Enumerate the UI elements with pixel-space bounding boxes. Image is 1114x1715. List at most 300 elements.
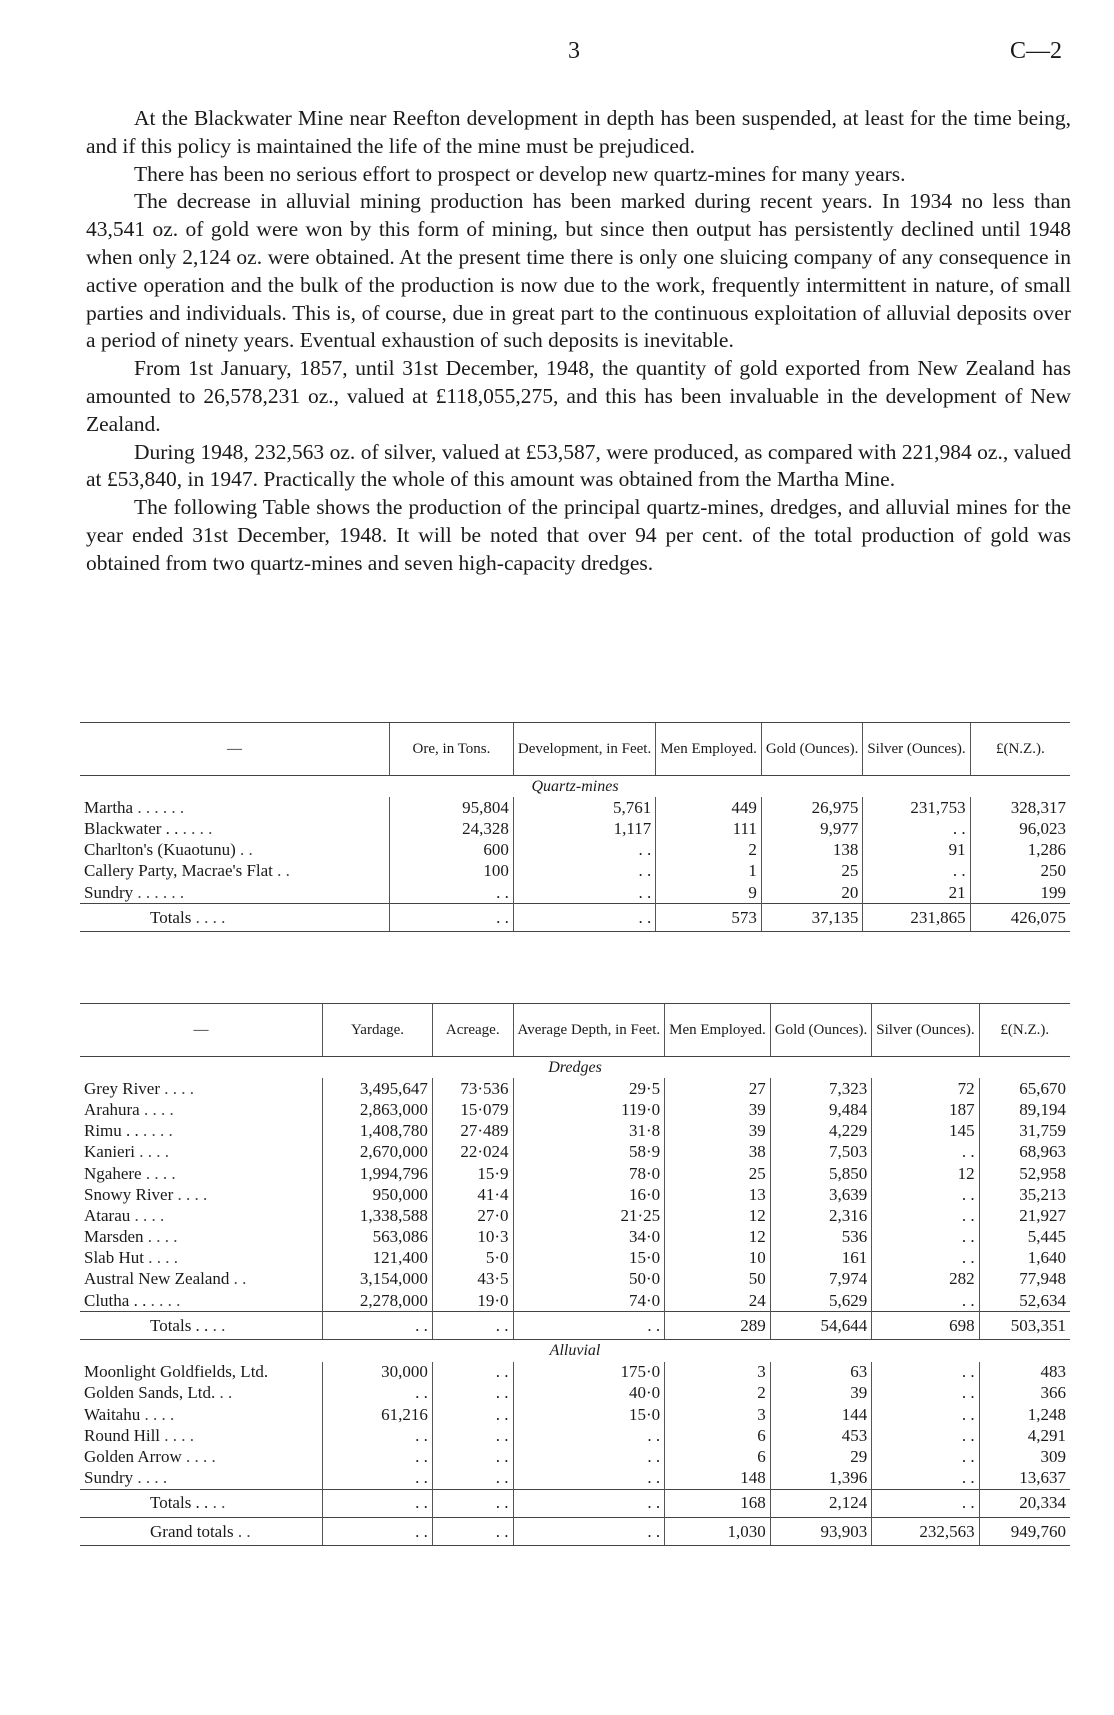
yardage-cell: 30,000 bbox=[323, 1362, 433, 1383]
row-name-cell bbox=[80, 1489, 323, 1517]
acreage-cell: 10·3 bbox=[432, 1227, 513, 1248]
column-header: Men Employed. bbox=[665, 1004, 771, 1057]
yardage-cell: . . bbox=[323, 1383, 433, 1404]
row-name: Kanieri bbox=[84, 1142, 135, 1162]
document-reference: C—2 bbox=[1010, 38, 1063, 64]
row-name-cell bbox=[80, 1227, 323, 1248]
gold-cell: 5,629 bbox=[770, 1290, 871, 1312]
acreage-cell: 27·0 bbox=[432, 1205, 513, 1226]
yardage-cell: 1,338,588 bbox=[323, 1205, 433, 1226]
nz-cell: 426,075 bbox=[970, 904, 1070, 932]
silver-cell: . . bbox=[872, 1383, 979, 1404]
gold-cell: 7,503 bbox=[770, 1142, 871, 1163]
nz-cell: 5,445 bbox=[979, 1227, 1070, 1248]
section-label: Alluvial bbox=[549, 1342, 601, 1360]
men-cell: 3 bbox=[665, 1404, 771, 1425]
section-label-row bbox=[80, 1057, 1070, 1079]
row-name: Ngahere bbox=[84, 1163, 142, 1183]
yardage-cell: . . bbox=[323, 1312, 433, 1340]
table-row bbox=[80, 861, 1070, 882]
section-label: Dredges bbox=[548, 1058, 602, 1076]
depth-cell: 15·0 bbox=[513, 1404, 665, 1425]
leader-dots: . . . . bbox=[164, 1078, 195, 1098]
table-row bbox=[80, 1121, 1070, 1142]
table-row bbox=[80, 1163, 1070, 1184]
depth-cell: 29·5 bbox=[513, 1078, 665, 1099]
quartz-mines-table bbox=[80, 722, 1070, 932]
silver-cell: . . bbox=[863, 861, 970, 882]
column-header: Yardage. bbox=[323, 1004, 433, 1057]
gold-cell: 25 bbox=[761, 861, 862, 882]
row-name: Arahura bbox=[84, 1099, 140, 1119]
row-name: Golden Sands, Ltd. bbox=[84, 1383, 216, 1403]
men-cell: 12 bbox=[665, 1227, 771, 1248]
yardage-cell: 2,670,000 bbox=[323, 1142, 433, 1163]
row-name-cell bbox=[80, 1362, 323, 1383]
row-name-cell bbox=[80, 1121, 323, 1142]
ore-cell: 100 bbox=[390, 861, 514, 882]
depth-cell: 21·25 bbox=[513, 1205, 665, 1226]
silver-cell: . . bbox=[863, 818, 970, 839]
table-row bbox=[80, 1362, 1070, 1383]
leader-dots: . . . . bbox=[150, 1290, 181, 1310]
yardage-cell: . . bbox=[323, 1468, 433, 1490]
table-row bbox=[80, 1446, 1070, 1467]
yardage-cell: 1,408,780 bbox=[323, 1121, 433, 1142]
leader-dots: . . . . bbox=[139, 1142, 169, 1162]
gold-cell: 93,903 bbox=[770, 1517, 871, 1545]
leader-dots: . . . . bbox=[185, 1446, 216, 1466]
men-cell: 3 bbox=[665, 1362, 771, 1383]
silver-cell: . . bbox=[872, 1142, 979, 1163]
leader-dots: . . . . bbox=[177, 1184, 208, 1204]
yardage-cell: . . bbox=[323, 1489, 433, 1517]
row-name-cell bbox=[80, 861, 390, 882]
row-name-cell bbox=[80, 882, 390, 904]
row-name-cell bbox=[80, 1425, 323, 1446]
yardage-cell: 563,086 bbox=[323, 1227, 433, 1248]
column-header: Ore, in Tons. bbox=[390, 723, 514, 776]
yardage-cell: . . bbox=[323, 1446, 433, 1467]
men-cell: 111 bbox=[656, 818, 762, 839]
gold-cell: 5,850 bbox=[770, 1163, 871, 1184]
section-label-row bbox=[80, 776, 1070, 798]
table-row bbox=[80, 797, 1070, 818]
men-cell: 24 bbox=[665, 1290, 771, 1312]
depth-cell: 74·0 bbox=[513, 1290, 665, 1312]
row-name: Marsden bbox=[84, 1227, 144, 1247]
nz-cell: 949,760 bbox=[979, 1517, 1070, 1545]
gold-cell: 54,644 bbox=[770, 1312, 871, 1340]
depth-cell: 50·0 bbox=[513, 1269, 665, 1290]
leader-dots: . . . . bbox=[137, 1468, 168, 1488]
men-cell: 13 bbox=[665, 1184, 771, 1205]
table-row bbox=[80, 1205, 1070, 1226]
leader-dots: . . bbox=[212, 1315, 226, 1335]
row-name-cell bbox=[80, 1290, 323, 1312]
leader-dots: . . . . bbox=[164, 1425, 195, 1445]
gold-cell: 29 bbox=[770, 1446, 871, 1467]
leader-dots: . . . . bbox=[182, 818, 213, 838]
acreage-cell: . . bbox=[432, 1362, 513, 1383]
row-name: Clutha . . bbox=[84, 1290, 147, 1310]
gold-cell: 138 bbox=[761, 840, 862, 861]
table-row bbox=[80, 840, 1070, 861]
yardage-cell: 121,400 bbox=[323, 1248, 433, 1269]
table-row bbox=[80, 818, 1070, 839]
gold-cell: 26,975 bbox=[761, 797, 862, 818]
row-name: Sundry bbox=[84, 1468, 134, 1488]
nz-cell: 65,670 bbox=[979, 1078, 1070, 1099]
row-name: Totals bbox=[150, 907, 192, 927]
row-name: Callery Party, Macrae's Flat bbox=[84, 861, 273, 881]
men-cell: 25 bbox=[665, 1163, 771, 1184]
acreage-cell: 15·079 bbox=[432, 1099, 513, 1120]
depth-cell: . . bbox=[513, 1468, 665, 1490]
table-row bbox=[80, 1383, 1070, 1404]
men-cell: 6 bbox=[665, 1446, 771, 1467]
nz-cell: 35,213 bbox=[979, 1184, 1070, 1205]
acreage-cell: 15·9 bbox=[432, 1163, 513, 1184]
leader-dots: . . bbox=[212, 1493, 226, 1513]
row-name: Round Hill bbox=[84, 1425, 161, 1445]
nz-cell: 52,958 bbox=[979, 1163, 1070, 1184]
table-row bbox=[80, 1425, 1070, 1446]
gold-cell: 7,323 bbox=[770, 1078, 871, 1099]
acreage-cell: . . bbox=[432, 1446, 513, 1467]
table-row bbox=[80, 1269, 1070, 1290]
leader-dots: . . . . bbox=[134, 1205, 165, 1225]
row-name-cell bbox=[80, 1163, 323, 1184]
paragraph: From 1st January, 1857, until 31st December, 1948, the quantity of gold exported from New Zealand has amounted to 26,578,231 oz., valued at £118,055,275, and this has been invaluable in the development of New Zealand. bbox=[86, 356, 1071, 436]
gold-cell: 144 bbox=[770, 1404, 871, 1425]
acreage-cell: 27·489 bbox=[432, 1121, 513, 1142]
row-name-cell bbox=[80, 1517, 323, 1545]
men-cell: 9 bbox=[656, 882, 762, 904]
gold-cell: 20 bbox=[761, 882, 862, 904]
silver-cell: . . bbox=[872, 1248, 979, 1269]
paragraph: There has been no serious effort to prospect or develop new quartz-mines for many years. bbox=[134, 161, 906, 186]
row-name: Martha bbox=[84, 797, 134, 817]
gold-cell: 63 bbox=[770, 1362, 871, 1383]
depth-cell: . . bbox=[513, 1312, 665, 1340]
gold-cell: 2,124 bbox=[770, 1489, 871, 1517]
leader-dots: . . . . bbox=[147, 1227, 178, 1247]
yardage-cell: 1,994,796 bbox=[323, 1163, 433, 1184]
nz-cell: 199 bbox=[970, 882, 1070, 904]
nz-cell: 250 bbox=[970, 861, 1070, 882]
column-header: Silver (Ounces). bbox=[863, 723, 970, 776]
yardage-cell: . . bbox=[323, 1517, 433, 1545]
gold-cell: 536 bbox=[770, 1227, 871, 1248]
depth-cell: . . bbox=[513, 1489, 665, 1517]
row-name: Snowy River bbox=[84, 1184, 174, 1204]
ore-cell: . . bbox=[390, 882, 514, 904]
acreage-cell: 43·5 bbox=[432, 1269, 513, 1290]
ore-cell: 600 bbox=[390, 840, 514, 861]
men-cell: 148 bbox=[665, 1468, 771, 1490]
leader-dots: . . . . bbox=[195, 907, 226, 927]
ore-cell: . . bbox=[390, 904, 514, 932]
silver-cell: . . bbox=[872, 1227, 979, 1248]
leader-dots: . . bbox=[233, 1269, 247, 1289]
acreage-cell: . . bbox=[432, 1489, 513, 1517]
silver-cell: 282 bbox=[872, 1269, 979, 1290]
silver-cell: 231,865 bbox=[863, 904, 970, 932]
body-text bbox=[86, 105, 1071, 578]
yardage-cell: 950,000 bbox=[323, 1184, 433, 1205]
gold-cell: 9,977 bbox=[761, 818, 862, 839]
gold-cell: 3,639 bbox=[770, 1184, 871, 1205]
row-name-cell bbox=[80, 818, 390, 839]
row-name: Golden Arrow bbox=[84, 1446, 182, 1466]
column-header: Development, in Feet. bbox=[513, 723, 655, 776]
row-name-cell bbox=[80, 904, 390, 932]
nz-cell: 68,963 bbox=[979, 1142, 1070, 1163]
acreage-cell: 22·024 bbox=[432, 1142, 513, 1163]
nz-cell: 1,640 bbox=[979, 1248, 1070, 1269]
row-name: Atarau bbox=[84, 1205, 131, 1225]
leader-dots: . . . . . . bbox=[137, 797, 185, 817]
table-row bbox=[80, 1099, 1070, 1120]
column-header: Men Employed. bbox=[656, 723, 762, 776]
paragraph: At the Blackwater Mine near Reefton development in depth has been suspended, at least for the time being, and if this policy is maintained the life of the mine must be prejudiced. bbox=[86, 106, 1071, 158]
depth-cell: 34·0 bbox=[513, 1227, 665, 1248]
table-header-row bbox=[80, 1004, 1070, 1057]
row-name: Totals . . bbox=[150, 1315, 209, 1335]
nz-cell: 366 bbox=[979, 1383, 1070, 1404]
paragraph: During 1948, 232,563 oz. of silver, valued at £53,587, were produced, as compared with 221,984 oz., valued at £53,840, in 1947. Practically the whole of this amount was obtained from the Martha Mine. bbox=[86, 439, 1071, 492]
column-header: £(N.Z.). bbox=[979, 1004, 1070, 1057]
gold-cell: 39 bbox=[770, 1383, 871, 1404]
leader-dots: . . . . bbox=[143, 1121, 173, 1141]
silver-cell: . . bbox=[872, 1425, 979, 1446]
row-name: Moonlight Goldfields, Ltd. bbox=[84, 1362, 269, 1382]
men-cell: 50 bbox=[665, 1269, 771, 1290]
nz-cell: 77,948 bbox=[979, 1269, 1070, 1290]
table-row bbox=[80, 1290, 1070, 1312]
acreage-cell: . . bbox=[432, 1383, 513, 1404]
yardage-cell: 61,216 bbox=[323, 1404, 433, 1425]
row-name-cell bbox=[80, 797, 390, 818]
row-name-cell bbox=[80, 1248, 323, 1269]
yardage-cell: . . bbox=[323, 1425, 433, 1446]
table-row bbox=[80, 1248, 1070, 1269]
silver-cell: 232,563 bbox=[872, 1517, 979, 1545]
nz-cell: 31,759 bbox=[979, 1121, 1070, 1142]
nz-cell: 89,194 bbox=[979, 1099, 1070, 1120]
silver-cell: . . bbox=[872, 1404, 979, 1425]
leader-dots: . . bbox=[277, 861, 290, 881]
dredges-alluvial-table bbox=[80, 1003, 1070, 1546]
totals-row bbox=[80, 904, 1070, 932]
yardage-cell: 2,863,000 bbox=[323, 1099, 433, 1120]
men-cell: 1 bbox=[656, 861, 762, 882]
row-name: Blackwater . . bbox=[84, 818, 179, 838]
leader-dots: . . bbox=[237, 1521, 251, 1541]
silver-cell: . . bbox=[872, 1362, 979, 1383]
column-header: Average Depth, in Feet. bbox=[513, 1004, 665, 1057]
row-name: Rimu . . bbox=[84, 1121, 139, 1141]
men-cell: 39 bbox=[665, 1099, 771, 1120]
silver-cell: 21 bbox=[863, 882, 970, 904]
gold-cell: 2,316 bbox=[770, 1205, 871, 1226]
paragraph: The decrease in alluvial mining production has been marked during recent years. In 1934 no less than 43,541 oz. of gold were won by this form of mining, but since then output has persistently declined until 1948 when only 2,124 oz. were obtained. At the present time there is only one sluicing company of any consequence in active operation and the bulk of the production is now due to the work, frequently intermittent in nature, of small parties and individuals. This is, of course, due in great part to the continuous exploitation of alluvial deposits over a period of ninety years. Eventual exhaustion of such deposits is inevitable. bbox=[86, 189, 1071, 353]
row-name-cell bbox=[80, 840, 390, 861]
acreage-cell: 5·0 bbox=[432, 1248, 513, 1269]
leader-dots: . . . . bbox=[145, 1163, 176, 1183]
gold-cell: 453 bbox=[770, 1425, 871, 1446]
table-row bbox=[80, 1404, 1070, 1425]
leader-dots: . . . . bbox=[144, 1404, 175, 1424]
dev-cell: 5,761 bbox=[513, 797, 655, 818]
totals-row bbox=[80, 1489, 1070, 1517]
silver-cell: . . bbox=[872, 1184, 979, 1205]
silver-cell: 698 bbox=[872, 1312, 979, 1340]
dev-cell: . . bbox=[513, 904, 655, 932]
section-label-row bbox=[80, 1340, 1070, 1362]
silver-cell: . . bbox=[872, 1468, 979, 1490]
yardage-cell: 3,495,647 bbox=[323, 1078, 433, 1099]
leader-dots: . . . . bbox=[143, 1099, 174, 1119]
dev-cell: . . bbox=[513, 840, 655, 861]
depth-cell: 175·0 bbox=[513, 1362, 665, 1383]
table-row bbox=[80, 1227, 1070, 1248]
paragraph: The following Table shows the production of the principal quartz-mines, dredges, and alluvial mines for the year ended 31st December, 1948. It will be noted that over 94 per cent. of the total production of gold was obtained from two quartz-mines and seven high-capacity dredges. bbox=[86, 495, 1071, 575]
leader-dots: . . bbox=[240, 840, 253, 860]
gold-cell: 9,484 bbox=[770, 1099, 871, 1120]
nz-cell: 4,291 bbox=[979, 1425, 1070, 1446]
row-name-cell bbox=[80, 1468, 323, 1490]
row-name-cell bbox=[80, 1184, 323, 1205]
row-name: Sundry bbox=[84, 882, 134, 902]
dev-cell: . . bbox=[513, 861, 655, 882]
table-row bbox=[80, 1142, 1070, 1163]
acreage-cell: . . bbox=[432, 1425, 513, 1446]
nz-cell: 309 bbox=[979, 1446, 1070, 1467]
nz-cell: 52,634 bbox=[979, 1290, 1070, 1312]
gold-cell: 1,396 bbox=[770, 1468, 871, 1490]
acreage-cell: . . bbox=[432, 1312, 513, 1340]
row-name-cell bbox=[80, 1205, 323, 1226]
row-name: Grand totals bbox=[150, 1521, 234, 1541]
ore-cell: 95,804 bbox=[390, 797, 514, 818]
table-header-row bbox=[80, 723, 1070, 776]
nz-cell: 1,286 bbox=[970, 840, 1070, 861]
column-header: — bbox=[80, 1004, 323, 1057]
men-cell: 1,030 bbox=[665, 1517, 771, 1545]
silver-cell: . . bbox=[872, 1205, 979, 1226]
men-cell: 289 bbox=[665, 1312, 771, 1340]
column-header: £(N.Z.). bbox=[970, 723, 1070, 776]
nz-cell: 96,023 bbox=[970, 818, 1070, 839]
depth-cell: 78·0 bbox=[513, 1163, 665, 1184]
row-name-cell bbox=[80, 1404, 323, 1425]
nz-cell: 21,927 bbox=[979, 1205, 1070, 1226]
row-name-cell bbox=[80, 1269, 323, 1290]
row-name: Charlton's (Kuaotunu) bbox=[84, 840, 236, 860]
column-header: — bbox=[80, 723, 390, 776]
acreage-cell: . . bbox=[432, 1468, 513, 1490]
men-cell: 449 bbox=[656, 797, 762, 818]
men-cell: 168 bbox=[665, 1489, 771, 1517]
depth-cell: 119·0 bbox=[513, 1099, 665, 1120]
row-name-cell bbox=[80, 1446, 323, 1467]
acreage-cell: 41·4 bbox=[432, 1184, 513, 1205]
yardage-cell: 3,154,000 bbox=[323, 1269, 433, 1290]
silver-cell: . . bbox=[872, 1489, 979, 1517]
acreage-cell: 19·0 bbox=[432, 1290, 513, 1312]
men-cell: 10 bbox=[665, 1248, 771, 1269]
depth-cell: . . bbox=[513, 1517, 665, 1545]
men-cell: 27 bbox=[665, 1078, 771, 1099]
depth-cell: . . bbox=[513, 1425, 665, 1446]
leader-dots: . . . . . . bbox=[137, 882, 185, 902]
row-name: Slab Hut bbox=[84, 1248, 144, 1268]
row-name-cell bbox=[80, 1078, 323, 1099]
gold-cell: 161 bbox=[770, 1248, 871, 1269]
section-label: Quartz-mines bbox=[531, 777, 619, 795]
depth-cell: 31·8 bbox=[513, 1121, 665, 1142]
column-header: Acreage. bbox=[432, 1004, 513, 1057]
silver-cell: 72 bbox=[872, 1078, 979, 1099]
dev-cell: 1,117 bbox=[513, 818, 655, 839]
gold-cell: 7,974 bbox=[770, 1269, 871, 1290]
ore-cell: 24,328 bbox=[390, 818, 514, 839]
grand-totals-row bbox=[80, 1517, 1070, 1545]
column-header: Gold (Ounces). bbox=[761, 723, 862, 776]
depth-cell: 58·9 bbox=[513, 1142, 665, 1163]
row-name: Waitahu bbox=[84, 1404, 141, 1424]
table-row bbox=[80, 1468, 1070, 1490]
acreage-cell: . . bbox=[432, 1517, 513, 1545]
silver-cell: 187 bbox=[872, 1099, 979, 1120]
table-row bbox=[80, 1184, 1070, 1205]
depth-cell: 16·0 bbox=[513, 1184, 665, 1205]
men-cell: 6 bbox=[665, 1425, 771, 1446]
depth-cell: 15·0 bbox=[513, 1248, 665, 1269]
nz-cell: 328,317 bbox=[970, 797, 1070, 818]
men-cell: 38 bbox=[665, 1142, 771, 1163]
row-name: Grey River bbox=[84, 1078, 161, 1098]
gold-cell: 4,229 bbox=[770, 1121, 871, 1142]
nz-cell: 20,334 bbox=[979, 1489, 1070, 1517]
row-name-cell bbox=[80, 1312, 323, 1340]
men-cell: 573 bbox=[656, 904, 762, 932]
nz-cell: 13,637 bbox=[979, 1468, 1070, 1490]
silver-cell: . . bbox=[872, 1290, 979, 1312]
men-cell: 2 bbox=[665, 1383, 771, 1404]
nz-cell: 503,351 bbox=[979, 1312, 1070, 1340]
row-name-cell bbox=[80, 1142, 323, 1163]
row-name: Totals . . bbox=[150, 1493, 209, 1513]
depth-cell: . . bbox=[513, 1446, 665, 1467]
row-name-cell bbox=[80, 1383, 323, 1404]
nz-cell: 1,248 bbox=[979, 1404, 1070, 1425]
silver-cell: 91 bbox=[863, 840, 970, 861]
column-header: Gold (Ounces). bbox=[770, 1004, 871, 1057]
acreage-cell: 73·536 bbox=[432, 1078, 513, 1099]
gold-cell: 37,135 bbox=[761, 904, 862, 932]
silver-cell: 145 bbox=[872, 1121, 979, 1142]
table-row bbox=[80, 1078, 1070, 1099]
depth-cell: 40·0 bbox=[513, 1383, 665, 1404]
dev-cell: . . bbox=[513, 882, 655, 904]
row-name: Austral New Zealand bbox=[84, 1269, 230, 1289]
column-header: Silver (Ounces). bbox=[872, 1004, 979, 1057]
silver-cell: . . bbox=[872, 1446, 979, 1467]
totals-row bbox=[80, 1312, 1070, 1340]
